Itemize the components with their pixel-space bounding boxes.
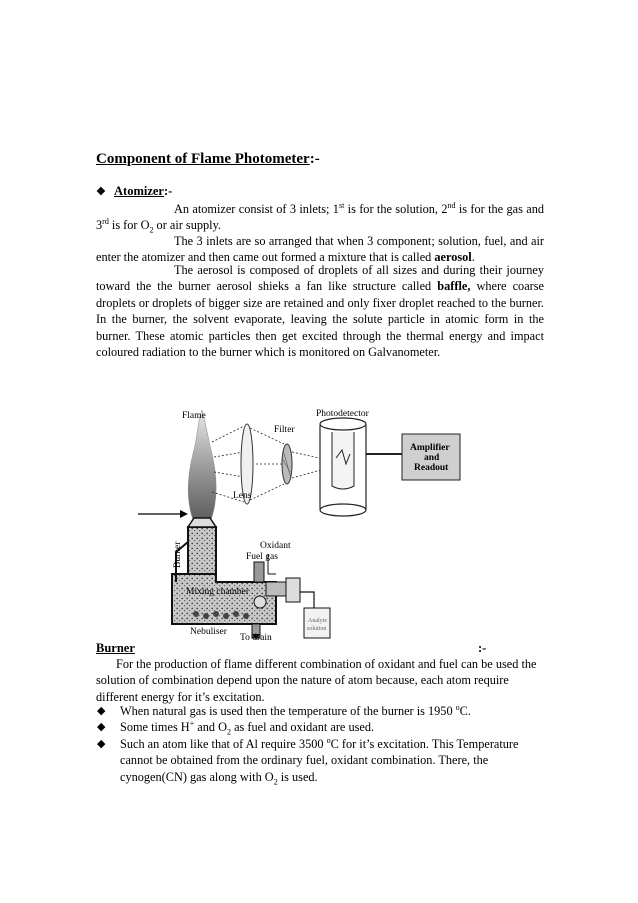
label-to-drain: To drain	[240, 633, 272, 640]
label-analyte-2: solution	[307, 626, 327, 632]
burner-heading-text: Burner	[96, 641, 135, 655]
atomizer-heading-suffix: :-	[163, 184, 173, 198]
label-flame: Flame	[182, 411, 206, 421]
label-photodetector: Photodetector	[316, 409, 369, 419]
label-fuel-gas: Fuel gas	[246, 552, 278, 562]
bullet-diamond-icon: ◆	[97, 705, 106, 717]
atomizer-paragraph-3: The aerosol is composed of droplets of all sizes and during their journey toward the the burner aerosol shieks a fan like structure called baffle, where coarse droplets or droplets of bigger size are retained and only fixer droplet reached to the burner. In the burner, the solvent evaporate, leaving the solute particle in atomic form in the burner. These atomic particles then get excited through the thermal energy and impact coloured radiation to the burner which is monitored on Galvanometer.	[96, 263, 544, 360]
bullet-item-2: ◆ Some times H+ and $O_2$ as fuel and oxidant are used.	[97, 719, 375, 737]
burner-paragraph: For the production of flame different combination of oxidant and fuel can be used the solution of combination depend upon the nature of atom because, each atom require different energy for it’s excitation.	[96, 657, 537, 704]
label-lens: Lens	[233, 491, 252, 501]
title-main: Component of Flame Photometer	[96, 151, 310, 167]
burner-heading-suffix: :-	[478, 641, 487, 655]
atomizer-heading	[96, 184, 172, 199]
atomizer-heading-text: Atomizer	[114, 184, 164, 198]
label-analyte-1: Analyte	[308, 618, 327, 624]
label-amplifier-1: Amplifier	[410, 443, 450, 453]
label-mixing-chamber: Mixing chamber	[186, 587, 250, 597]
flame-photometer-diagram	[136, 402, 466, 640]
label-nebuliser: Nebuliser	[190, 627, 227, 637]
burner-bullet-list	[96, 703, 544, 785]
atomizer-paragraph-1: An atomizer consist of 3 inlets; 1st is for the solution, 2nd is for the gas and 3rd is for $O_2$ or air supply.	[96, 200, 544, 235]
bullet-diamond-icon: ❖	[96, 186, 106, 198]
label-burner: Burner	[173, 541, 183, 568]
bullet-item-3: ◆ Such an atom like that of Al require 3500 $^o$C for it’s excitation. This Temperature cannot be obtained from the ordinary fuel, oxidant combination. There, the cynogen(CN) gas along with $O_2$ is used.	[97, 735, 519, 787]
bullet-item-1: ◆ When natural gas is used then the temperature of the burner is 1950 $^o$C.	[97, 702, 471, 718]
bullet-diamond-icon: ◆	[97, 737, 106, 750]
atomizer-paragraph-2: The 3 inlets are so arranged that when 3 component; solution, fuel, and air enter the atomizer and then came out formed a mixture that is called aerosol.	[96, 234, 544, 265]
bullet-diamond-icon: ◆	[97, 721, 106, 734]
title-suffix: :-	[309, 151, 320, 167]
label-filter: Filter	[274, 425, 295, 435]
burner-tube	[188, 527, 216, 577]
label-oxidant: Oxidant	[260, 541, 291, 551]
burner-heading	[96, 641, 544, 656]
label-amplifier-2: and	[424, 453, 440, 463]
photodetector-shape	[320, 418, 366, 516]
label-amplifier-3: Readout	[414, 463, 449, 473]
page-title	[96, 151, 320, 168]
